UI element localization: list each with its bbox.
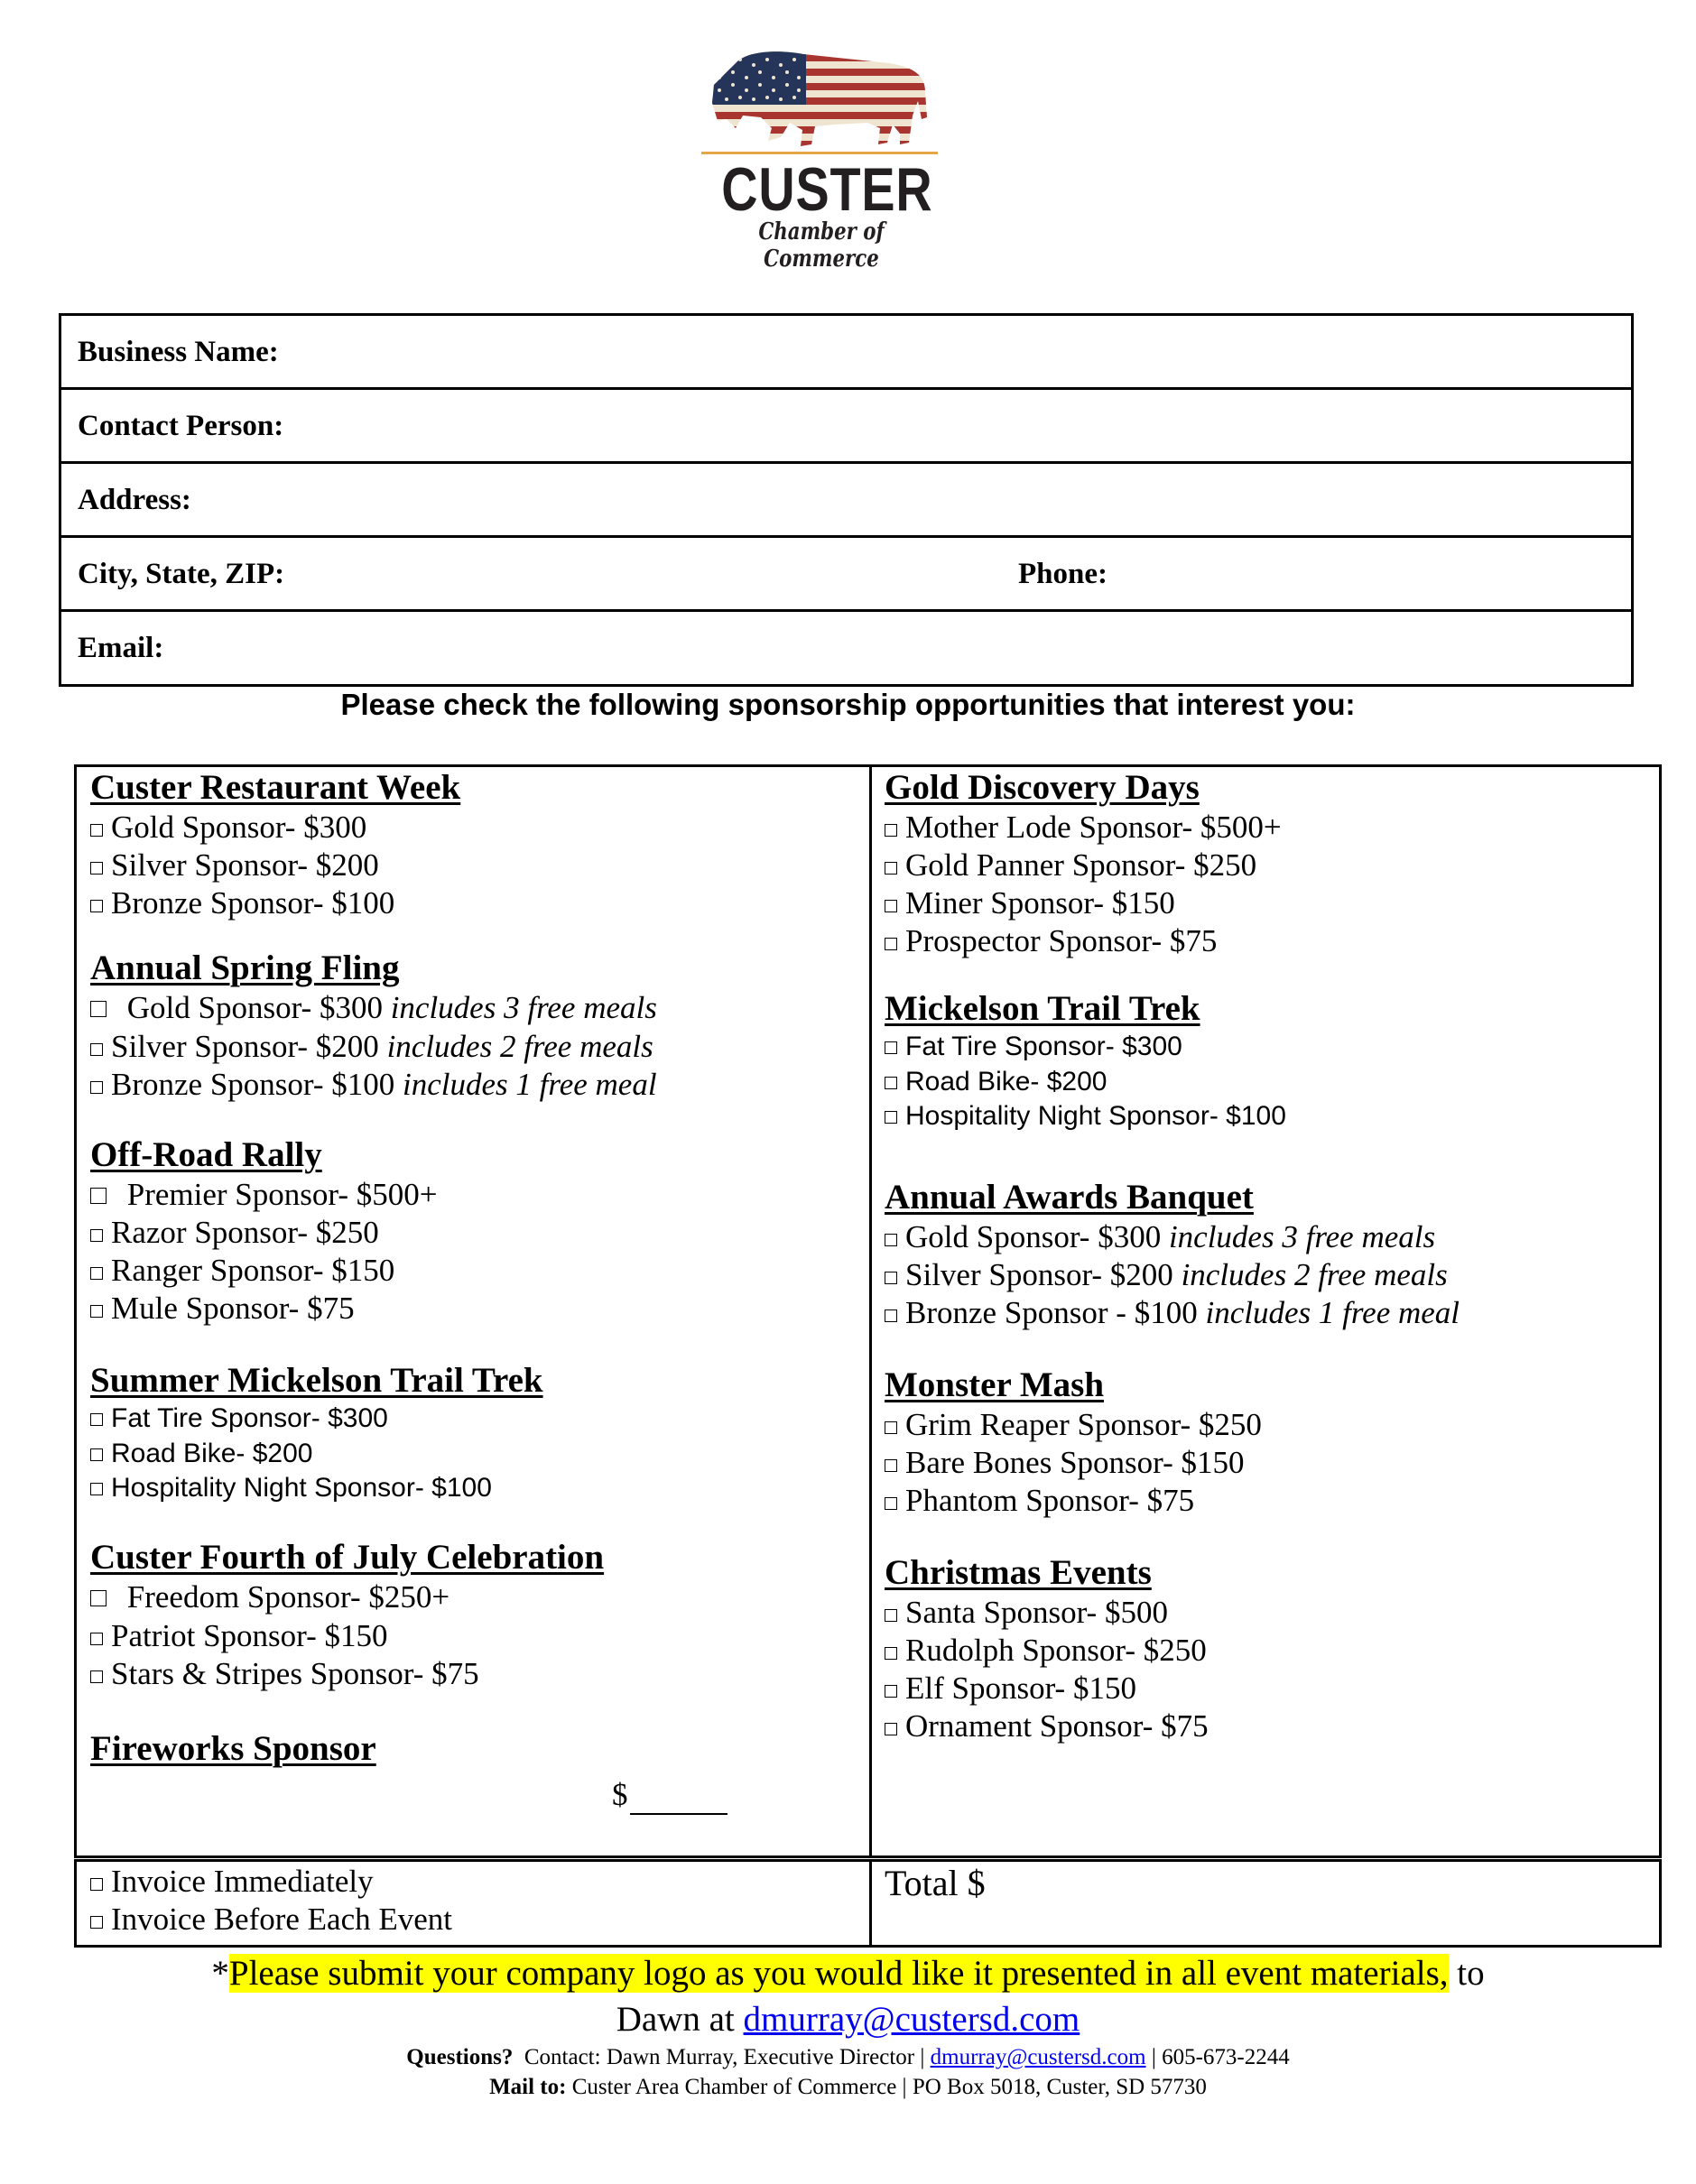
- sponsor-option[interactable]: Phantom Sponsor- $75: [885, 1482, 1262, 1520]
- checkbox-icon[interactable]: [90, 824, 103, 837]
- section-title: Annual Spring Fling: [90, 949, 400, 987]
- total-field[interactable]: [885, 1862, 986, 1904]
- checkbox-icon[interactable]: [90, 1878, 103, 1891]
- sponsor-option[interactable]: Ranger Sponsor- $150: [90, 1252, 437, 1290]
- business-name-field[interactable]: [61, 316, 1631, 390]
- checkbox-icon[interactable]: [885, 862, 897, 875]
- checkbox-icon[interactable]: [90, 1916, 103, 1929]
- sponsor-option[interactable]: Fat Tire Sponsor- $300: [90, 1402, 543, 1437]
- sponsor-option[interactable]: Silver Sponsor- $200: [90, 847, 460, 884]
- checkbox-icon[interactable]: [90, 1633, 103, 1645]
- section-title: Off-Road Rally: [90, 1135, 322, 1174]
- contact-info-table: [59, 313, 1634, 687]
- checkbox-icon[interactable]: [885, 1077, 897, 1089]
- sponsor-option[interactable]: Hospitality Night Sponsor- $100: [885, 1099, 1286, 1134]
- checkbox-icon[interactable]: [90, 1305, 103, 1318]
- sponsor-option[interactable]: Freedom Sponsor- $250+: [90, 1578, 604, 1617]
- logo-title: CUSTER: [721, 155, 933, 224]
- checkbox-icon[interactable]: [885, 1609, 897, 1622]
- sponsor-option[interactable]: Rudolph Sponsor- $250: [885, 1632, 1209, 1670]
- sponsor-option[interactable]: Miner Sponsor- $150: [885, 884, 1282, 922]
- sponsor-option[interactable]: Gold Sponsor- $300: [90, 809, 460, 847]
- section-mickelson-trail-trek: [885, 988, 1286, 1134]
- section-title: Christmas Events: [885, 1553, 1152, 1592]
- checkbox-icon[interactable]: [885, 1685, 897, 1698]
- questions-contact-line: Questions? Contact: Dawn Murray, Executive Director | dmurray@custersd.com | 605-673-2244: [406, 2045, 1290, 2069]
- section-title: Annual Awards Banquet: [885, 1178, 1254, 1217]
- checkbox-icon[interactable]: [885, 938, 897, 950]
- checkbox-icon[interactable]: [90, 1188, 107, 1204]
- sponsor-option[interactable]: Stars & Stripes Sponsor- $75: [90, 1655, 604, 1694]
- section-title: Mickelson Trail Trek: [885, 989, 1200, 1028]
- sponsor-option[interactable]: Razor Sponsor- $250: [90, 1214, 437, 1252]
- section-off-road-rally: [90, 1134, 437, 1328]
- checkbox-icon[interactable]: [90, 1043, 103, 1056]
- sponsor-option[interactable]: Mother Lode Sponsor- $500+: [885, 809, 1282, 847]
- checkbox-icon[interactable]: [885, 1459, 897, 1472]
- section-title: Monster Mash: [885, 1365, 1105, 1404]
- logo-subtitle: Chamber of Commerce: [758, 218, 885, 273]
- invoice-before-each-event-option[interactable]: Invoice Before Each Event: [90, 1901, 452, 1939]
- section-fourth-of-july: [90, 1537, 604, 1694]
- sponsor-option[interactable]: Fat Tire Sponsor- $300: [885, 1030, 1286, 1065]
- checkbox-icon[interactable]: [885, 1309, 897, 1322]
- sponsor-option[interactable]: Bronze Sponsor- $100: [90, 884, 460, 922]
- city-state-zip-phone-row[interactable]: [61, 538, 1631, 612]
- checkbox-icon[interactable]: [885, 824, 897, 837]
- billing-divider: [869, 1859, 872, 1948]
- email-field[interactable]: [61, 612, 1631, 684]
- section-fireworks-sponsor: [90, 1728, 376, 1770]
- contact-person-label: Contact Person:: [78, 410, 284, 442]
- email-link[interactable]: dmurray@custersd.com: [743, 2000, 1080, 2039]
- checkbox-icon[interactable]: [90, 900, 103, 912]
- checkbox-icon[interactable]: [90, 1267, 103, 1280]
- sponsor-option[interactable]: Santa Sponsor- $500: [885, 1594, 1209, 1632]
- fireworks-amount-field[interactable]: $: [612, 1777, 728, 1815]
- sponsor-option[interactable]: Prospector Sponsor- $75: [885, 922, 1282, 960]
- section-custer-restaurant-week: [90, 767, 460, 922]
- amount-blank-line[interactable]: [630, 1777, 728, 1815]
- sponsor-option[interactable]: Premier Sponsor- $500+: [90, 1176, 437, 1214]
- checkbox-icon[interactable]: [90, 1448, 103, 1461]
- section-monster-mash: [885, 1365, 1262, 1520]
- section-title: Summer Mickelson Trail Trek: [90, 1361, 543, 1400]
- sponsor-option[interactable]: Elf Sponsor- $150: [885, 1670, 1209, 1707]
- sponsor-option[interactable]: Hospitality Night Sponsor- $100: [90, 1471, 543, 1506]
- mailing-address-line: Mail to: Custer Area Chamber of Commerce | PO Box 5018, Custer, SD 57730: [489, 2075, 1207, 2099]
- section-title: Gold Discovery Days: [885, 768, 1200, 807]
- sponsor-option[interactable]: Gold Panner Sponsor- $250: [885, 847, 1282, 884]
- checkbox-icon[interactable]: [90, 1001, 107, 1017]
- checkbox-icon[interactable]: [885, 1111, 897, 1124]
- sponsor-option[interactable]: Road Bike- $200: [885, 1065, 1286, 1100]
- sponsor-option[interactable]: Mule Sponsor- $75: [90, 1290, 437, 1328]
- section-christmas-events: [885, 1552, 1209, 1745]
- sponsor-option[interactable]: Gold Sponsor- $300 includes 3 free meals: [90, 989, 657, 1028]
- section-title: Custer Restaurant Week: [90, 768, 461, 807]
- sponsor-option[interactable]: Ornament Sponsor- $75: [885, 1707, 1209, 1745]
- checkbox-icon[interactable]: [90, 1081, 103, 1094]
- email-label: Email:: [78, 632, 164, 664]
- column-divider: [869, 764, 872, 1858]
- sponsor-option[interactable]: Grim Reaper Sponsor- $250: [885, 1406, 1262, 1444]
- sponsor-option[interactable]: Road Bike- $200: [90, 1437, 543, 1472]
- logo-submission-note: *Please submit your company logo as you would like it presented in all event materials, to: [211, 1954, 1485, 1993]
- city-state-zip-label: City, State, ZIP:: [78, 558, 285, 590]
- checkbox-icon[interactable]: [90, 1229, 103, 1242]
- invoice-options: [90, 1863, 452, 1939]
- checkbox-icon[interactable]: [885, 1272, 897, 1284]
- checkbox-icon[interactable]: [885, 1497, 897, 1510]
- checkbox-icon[interactable]: [885, 1723, 897, 1735]
- custer-chamber-logo: [700, 47, 943, 273]
- business-name-label: Business Name:: [78, 336, 279, 368]
- flag-bison-icon: [700, 47, 943, 155]
- sponsor-option[interactable]: Bronze Sponsor- $100 includes 1 free meal: [90, 1066, 657, 1105]
- checkbox-icon[interactable]: [885, 1234, 897, 1246]
- highlighted-note: Please submit your company logo as you would like it presented in all event materials,: [228, 1954, 1449, 1993]
- phone-label: Phone:: [1018, 558, 1107, 590]
- section-gold-discovery-days: [885, 767, 1282, 960]
- sponsor-option[interactable]: Bronze Sponsor - $100 includes 1 free meal: [885, 1294, 1460, 1332]
- section-annual-spring-fling: [90, 948, 657, 1105]
- section-summer-mickelson-trail-trek: [90, 1360, 543, 1506]
- checkbox-icon[interactable]: [90, 1483, 103, 1495]
- sponsor-option[interactable]: Silver Sponsor- $200 includes 2 free meals: [90, 1028, 657, 1067]
- section-title: Custer Fourth of July Celebration: [90, 1538, 605, 1577]
- instruction-text: Please check the following sponsorship opportunities that interest you:: [340, 688, 1356, 721]
- checkbox-icon[interactable]: [885, 1421, 897, 1434]
- address-field[interactable]: [61, 464, 1631, 538]
- contact-person-field[interactable]: [61, 390, 1631, 464]
- address-label: Address:: [78, 484, 191, 516]
- total-label: Total $: [885, 1863, 986, 1903]
- section-annual-awards-banquet: [885, 1177, 1460, 1332]
- sponsor-option[interactable]: Silver Sponsor- $200 includes 2 free meals: [885, 1256, 1460, 1294]
- contact-email-link[interactable]: dmurray@custersd.com: [930, 2045, 1146, 2069]
- checkbox-icon[interactable]: [885, 900, 897, 912]
- sponsor-option[interactable]: Gold Sponsor- $300 includes 3 free meals: [885, 1218, 1460, 1256]
- checkbox-icon[interactable]: [90, 1413, 103, 1426]
- invoice-immediately-option[interactable]: Invoice Immediately: [90, 1863, 452, 1901]
- checkbox-icon[interactable]: [885, 1041, 897, 1054]
- checkbox-icon[interactable]: [90, 1590, 107, 1606]
- checkbox-icon[interactable]: [90, 862, 103, 875]
- section-title: Fireworks Sponsor: [90, 1729, 376, 1768]
- checkbox-icon[interactable]: [90, 1670, 103, 1683]
- submit-to-line: Dawn at dmurray@custersd.com: [616, 2000, 1080, 2039]
- sponsor-option[interactable]: Patriot Sponsor- $150: [90, 1617, 604, 1656]
- sponsor-option[interactable]: Bare Bones Sponsor- $150: [885, 1444, 1262, 1482]
- checkbox-icon[interactable]: [885, 1647, 897, 1660]
